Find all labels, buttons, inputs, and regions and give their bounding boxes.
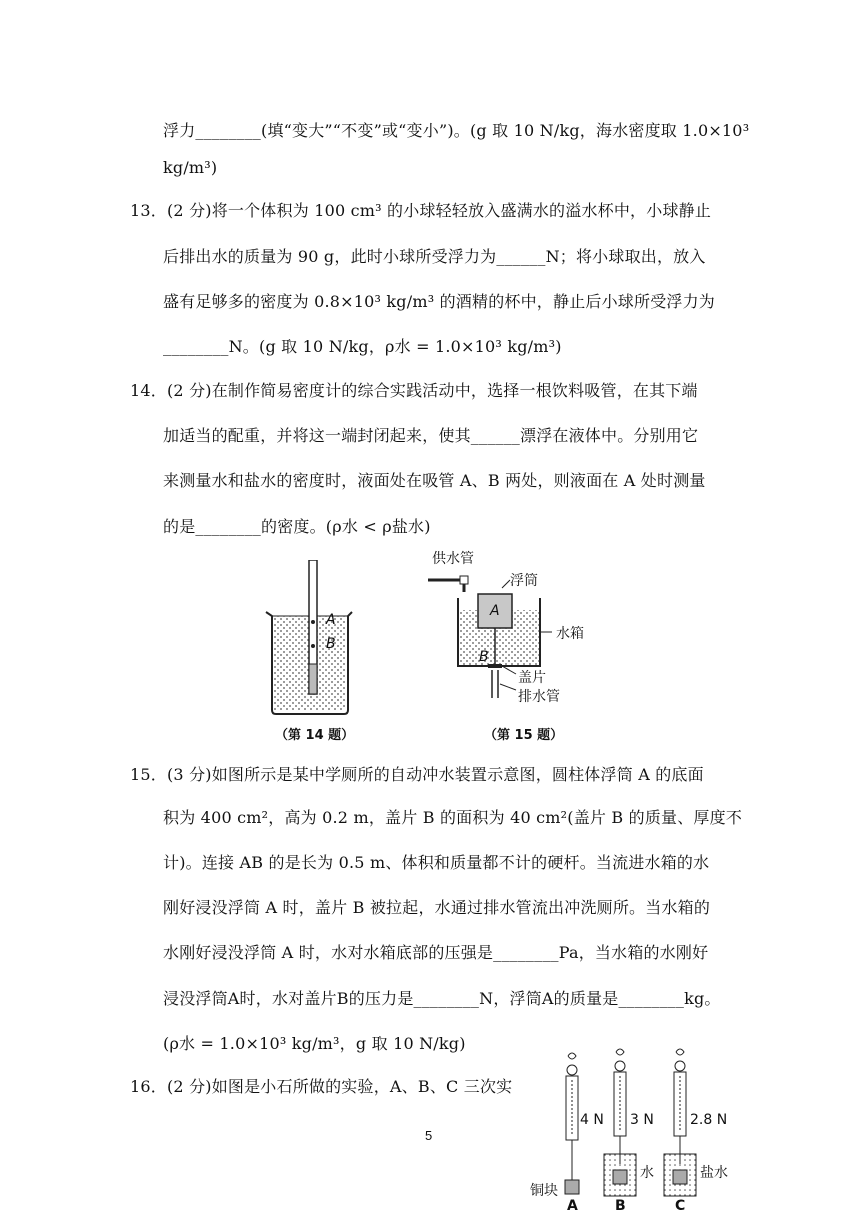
fig15-label-a: A: [490, 603, 500, 619]
figure-14-beaker: [258, 560, 358, 720]
question-14-line-1: 14．(2 分)在制作简易密度计的综合实践活动中，选择一根饮料吸管，在其下端: [130, 381, 698, 400]
fig16-letter-a: A: [567, 1198, 578, 1214]
fig15-label-supply-pipe: 供水管: [432, 551, 474, 567]
figure-15-caption: （第 15 题）: [484, 728, 564, 743]
fig16-reading-c: 2.8 N: [690, 1112, 728, 1128]
page-number: 5: [425, 1128, 433, 1143]
fig15-label-tank: 水箱: [556, 626, 584, 642]
figure-14-caption: （第 14 题）: [275, 728, 355, 743]
question-16-line-1: 16．(2 分)如图是小石所做的实验，A、B、C 三次实: [130, 1077, 513, 1096]
fig14-label-a: A: [326, 612, 336, 628]
question-14-line-4: 的是________的密度。(ρ水 < ρ盐水): [163, 517, 431, 536]
fig16-label-water: 水: [640, 1165, 654, 1181]
fig16-letter-b: B: [615, 1198, 626, 1214]
fig16-label-copper: 铜块: [530, 1183, 558, 1199]
fig16-label-salt-water: 盐水: [700, 1165, 728, 1181]
fig14-label-b: B: [326, 636, 336, 652]
fig15-label-float: 浮筒: [510, 573, 538, 589]
figure-16-spring-scales: [528, 1048, 738, 1214]
question-13-line-4: ________N。(g 取 10 N/kg，ρ水 = 1.0×10³ kg/m³): [163, 337, 562, 356]
question-14-line-2: 加适当的配重，并将这一端封闭起来，使其______漂浮在液体中。分别用它: [163, 426, 699, 445]
question-13-line-1: 13．(2 分)将一个体积为 100 cm³ 的小球轻轻放入盛满水的溢水杯中，小球静止: [130, 201, 712, 220]
question-14-line-3: 来测量水和盐水的密度时，液面处在吸管 A、B 两处，则液面在 A 处时测量: [163, 471, 706, 490]
text-line-2: kg/m³): [163, 158, 218, 177]
fig15-label-drain: 排水管: [518, 689, 560, 705]
fig15-label-b: B: [479, 649, 489, 665]
question-15-line-3: 计)。连接 AB 的是长为 0.5 m、体积和质量都不计的硬杆。当流进水箱的水: [163, 853, 710, 872]
question-15-line-1: 15．(3 分)如图所示是某中学厕所的自动冲水装置示意图，圆柱体浮筒 A 的底面: [130, 765, 704, 784]
fig16-reading-b: 3 N: [630, 1112, 654, 1128]
question-13-line-3: 盛有足够多的密度为 0.8×10³ kg/m³ 的酒精的杯中，静止后小球所受浮力为: [163, 292, 715, 311]
question-15-line-6: 浸没浮筒A时，水对盖片B的压力是________N，浮筒A的质量是________kg。: [163, 989, 721, 1008]
fig16-letter-c: C: [675, 1198, 686, 1214]
question-15-line-2: 积为 400 cm²，高为 0.2 m，盖片 B 的面积为 40 cm²(盖片 B 的质量、厚度不: [163, 808, 743, 827]
question-13-line-2: 后排出水的质量为 90 g，此时小球所受浮力为______N；将小球取出，放入: [163, 247, 706, 266]
question-15-line-5: 水刚好浸没浮筒 A 时，水对水箱底部的压强是________Pa，当水箱的水刚好: [163, 943, 709, 962]
fig15-label-lid: 盖片: [518, 670, 546, 686]
fig16-reading-a: 4 N: [580, 1112, 604, 1128]
text-line-1: 浮力________(填“变大”“不变”或“变小”)。(g 取 10 N/kg，海水密度取 1.0×10³: [163, 121, 750, 140]
question-15-line-4: 刚好浸没浮筒 A 时，盖片 B 被拉起，水通过排水管流出冲洗厕所。当水箱的: [163, 898, 711, 917]
question-15-line-7: (ρ水 = 1.0×10³ kg/m³，g 取 10 N/kg): [163, 1034, 466, 1053]
